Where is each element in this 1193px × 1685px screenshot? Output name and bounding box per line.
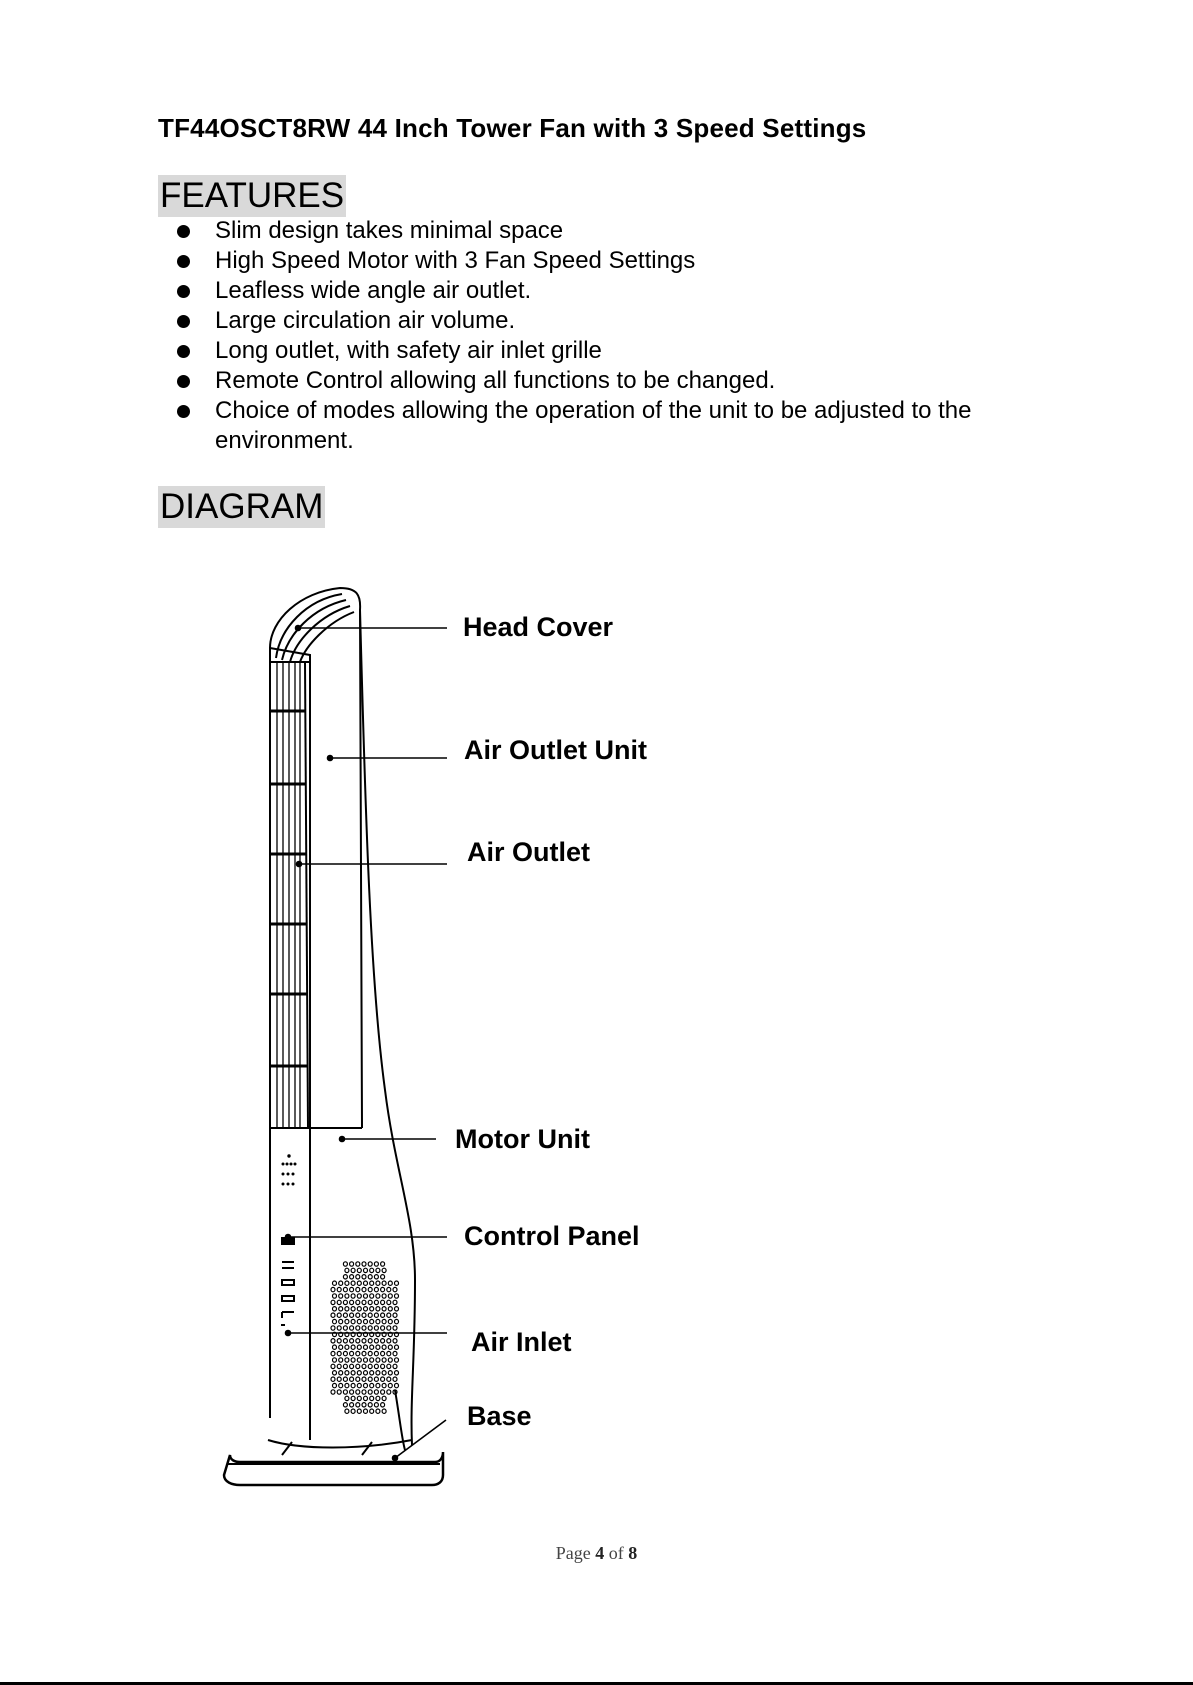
inlet-hole (362, 1403, 366, 1407)
inlet-hole (356, 1326, 360, 1330)
inlet-hole (382, 1383, 386, 1387)
inlet-hole (351, 1358, 355, 1362)
inlet-hole (337, 1390, 341, 1394)
inlet-hole (362, 1300, 366, 1304)
inlet-hole (395, 1358, 399, 1362)
inlet-hole (374, 1300, 378, 1304)
inlet-hole (374, 1364, 378, 1368)
inlet-hole (350, 1351, 354, 1355)
inlet-hole (339, 1294, 343, 1298)
label-control-panel: Control Panel (464, 1221, 640, 1251)
inlet-hole (393, 1339, 397, 1343)
inlet-hole (351, 1371, 355, 1375)
inlet-hole (350, 1313, 354, 1317)
inlet-hole (374, 1351, 378, 1355)
inlet-hole (387, 1377, 391, 1381)
inlet-hole (381, 1403, 385, 1407)
inlet-hole (345, 1281, 349, 1285)
label-air-outlet: Air Outlet (467, 837, 591, 867)
air-inlet-grid (331, 1262, 399, 1414)
inlet-hole (351, 1281, 355, 1285)
inlet-hole (395, 1371, 399, 1375)
inlet-hole (331, 1287, 335, 1291)
inlet-hole (357, 1383, 361, 1387)
label-head-cover: Head Cover (463, 612, 614, 642)
inlet-hole (388, 1281, 392, 1285)
inlet-hole (382, 1281, 386, 1285)
inlet-hole (350, 1339, 354, 1343)
diagram-heading: DIAGRAM (160, 487, 324, 526)
inlet-hole (339, 1383, 343, 1387)
inlet-hole (368, 1377, 372, 1381)
inlet-hole (357, 1294, 361, 1298)
inlet-hole (364, 1307, 368, 1311)
inlet-hole (337, 1300, 341, 1304)
inlet-hole (395, 1345, 399, 1349)
inlet-hole (339, 1281, 343, 1285)
inlet-hole (387, 1313, 391, 1317)
inlet-hole (331, 1351, 335, 1355)
inlet-hole (351, 1307, 355, 1311)
inlet-hole (364, 1345, 368, 1349)
inlet-hole (356, 1313, 360, 1317)
inlet-hole (356, 1377, 360, 1381)
inlet-hole (370, 1358, 374, 1362)
inlet-hole (364, 1371, 368, 1375)
control-panel-dots (282, 1154, 297, 1185)
inlet-hole (345, 1345, 349, 1349)
inlet-hole (333, 1281, 337, 1285)
inlet-hole (368, 1364, 372, 1368)
inlet-hole (350, 1364, 354, 1368)
inlet-hole (333, 1371, 337, 1375)
inlet-hole (333, 1319, 337, 1323)
inlet-hole (370, 1345, 374, 1349)
inlet-hole (382, 1345, 386, 1349)
inlet-hole (350, 1300, 354, 1304)
inlet-hole (364, 1358, 368, 1362)
inlet-hole (376, 1268, 380, 1272)
inlet-hole (376, 1383, 380, 1387)
inlet-hole (331, 1313, 335, 1317)
inlet-hole (357, 1307, 361, 1311)
inlet-hole (362, 1339, 366, 1343)
list-item: Large circulation air volume. (174, 306, 1074, 336)
inlet-hole (393, 1377, 397, 1381)
inlet-hole (339, 1371, 343, 1375)
inlet-hole (370, 1319, 374, 1323)
inlet-hole (374, 1377, 378, 1381)
inlet-hole (350, 1326, 354, 1330)
inlet-hole (393, 1313, 397, 1317)
inlet-hole (364, 1281, 368, 1285)
inlet-hole (356, 1351, 360, 1355)
inlet-hole (351, 1294, 355, 1298)
inlet-hole (343, 1351, 347, 1355)
inlet-hole (333, 1383, 337, 1387)
inlet-hole (376, 1358, 380, 1362)
inlet-hole (345, 1358, 349, 1362)
inlet-hole (381, 1364, 385, 1368)
inlet-hole (345, 1307, 349, 1311)
inlet-hole (368, 1262, 372, 1266)
inlet-hole (393, 1300, 397, 1304)
inlet-hole (362, 1313, 366, 1317)
inlet-hole (356, 1339, 360, 1343)
inlet-hole (381, 1262, 385, 1266)
inlet-hole (395, 1307, 399, 1311)
inlet-hole (345, 1294, 349, 1298)
inlet-hole (362, 1390, 366, 1394)
inlet-hole (356, 1275, 360, 1279)
inlet-hole (333, 1294, 337, 1298)
inlet-hole (382, 1307, 386, 1311)
inlet-hole (387, 1364, 391, 1368)
inlet-hole (362, 1262, 366, 1266)
inlet-hole (388, 1307, 392, 1311)
inlet-hole (382, 1358, 386, 1362)
inlet-hole (388, 1371, 392, 1375)
inlet-hole (356, 1403, 360, 1407)
document-title: TF44OSCT8RW 44 Inch Tower Fan with 3 Speed Settings (158, 113, 867, 143)
inlet-hole (368, 1287, 372, 1291)
inlet-hole (393, 1364, 397, 1368)
inlet-hole (357, 1345, 361, 1349)
inlet-hole (345, 1409, 349, 1413)
inlet-hole (350, 1287, 354, 1291)
inlet-hole (370, 1294, 374, 1298)
head-cover-outline (270, 588, 362, 1128)
inlet-hole (350, 1262, 354, 1266)
inlet-hole (351, 1396, 355, 1400)
inlet-hole (382, 1396, 386, 1400)
inlet-hole (395, 1319, 399, 1323)
inlet-hole (333, 1307, 337, 1311)
inlet-hole (374, 1313, 378, 1317)
inlet-hole (374, 1275, 378, 1279)
inlet-hole (350, 1403, 354, 1407)
inlet-hole (374, 1390, 378, 1394)
inlet-hole (343, 1275, 347, 1279)
inlet-hole (331, 1377, 335, 1381)
inlet-hole (395, 1294, 399, 1298)
inlet-hole (333, 1345, 337, 1349)
inlet-hole (374, 1262, 378, 1266)
inlet-hole (343, 1403, 347, 1407)
inlet-hole (337, 1377, 341, 1381)
inlet-hole (368, 1313, 372, 1317)
inlet-hole (374, 1287, 378, 1291)
inlet-hole (376, 1396, 380, 1400)
inlet-hole (370, 1409, 374, 1413)
list-item: Choice of modes allowing the operation of the unit to be adjusted to the environment. (174, 396, 1074, 456)
inlet-hole (382, 1319, 386, 1323)
inlet-hole (382, 1294, 386, 1298)
inlet-hole (374, 1339, 378, 1343)
inlet-hole (343, 1377, 347, 1381)
inlet-hole (370, 1281, 374, 1285)
inlet-hole (357, 1268, 361, 1272)
inlet-hole (368, 1326, 372, 1330)
inlet-hole (350, 1377, 354, 1381)
inlet-hole (343, 1364, 347, 1368)
inlet-hole (368, 1390, 372, 1394)
inlet-hole (393, 1351, 397, 1355)
label-air-inlet: Air Inlet (471, 1327, 572, 1357)
inlet-hole (331, 1300, 335, 1304)
inlet-hole (364, 1396, 368, 1400)
list-item: Slim design takes minimal space (174, 216, 1074, 246)
inlet-hole (343, 1326, 347, 1330)
inlet-hole (337, 1326, 341, 1330)
inlet-hole (357, 1409, 361, 1413)
inlet-hole (376, 1409, 380, 1413)
inlet-hole (387, 1351, 391, 1355)
inlet-hole (374, 1326, 378, 1330)
inlet-hole (337, 1339, 341, 1343)
inlet-hole (345, 1319, 349, 1323)
inlet-hole (331, 1364, 335, 1368)
inlet-hole (368, 1339, 372, 1343)
inlet-hole (381, 1326, 385, 1330)
inlet-hole (362, 1377, 366, 1381)
inlet-hole (381, 1339, 385, 1343)
inlet-hole (362, 1275, 366, 1279)
inlet-hole (381, 1390, 385, 1394)
inlet-hole (393, 1326, 397, 1330)
inlet-hole (376, 1319, 380, 1323)
inlet-hole (376, 1371, 380, 1375)
label-motor-unit: Motor Unit (455, 1124, 590, 1154)
inlet-hole (331, 1326, 335, 1330)
inlet-hole (368, 1300, 372, 1304)
inlet-hole (339, 1319, 343, 1323)
inlet-hole (357, 1281, 361, 1285)
inlet-hole (387, 1300, 391, 1304)
inlet-hole (351, 1383, 355, 1387)
inlet-hole (381, 1300, 385, 1304)
inlet-hole (387, 1339, 391, 1343)
page-footer: Page 4 of 8 (555, 1543, 638, 1563)
inlet-hole (376, 1345, 380, 1349)
inlet-hole (381, 1377, 385, 1381)
inlet-hole (343, 1287, 347, 1291)
inlet-hole (350, 1275, 354, 1279)
inlet-hole (376, 1307, 380, 1311)
inlet-hole (381, 1275, 385, 1279)
inlet-hole (343, 1339, 347, 1343)
inlet-hole (387, 1287, 391, 1291)
inlet-hole (364, 1409, 368, 1413)
inlet-hole (351, 1409, 355, 1413)
inlet-hole (387, 1326, 391, 1330)
label-air-outlet-unit: Air Outlet Unit (464, 735, 647, 765)
inlet-hole (356, 1262, 360, 1266)
inlet-hole (393, 1287, 397, 1291)
inlet-hole (356, 1287, 360, 1291)
inlet-hole (339, 1358, 343, 1362)
inlet-hole (368, 1403, 372, 1407)
inlet-hole (351, 1268, 355, 1272)
inlet-hole (395, 1281, 399, 1285)
inlet-hole (370, 1371, 374, 1375)
inlet-hole (381, 1313, 385, 1317)
inlet-hole (350, 1390, 354, 1394)
inlet-hole (382, 1371, 386, 1375)
inlet-hole (343, 1313, 347, 1317)
inlet-hole (356, 1364, 360, 1368)
inlet-hole (395, 1383, 399, 1387)
inlet-hole (345, 1396, 349, 1400)
inlet-hole (374, 1403, 378, 1407)
inlet-hole (376, 1281, 380, 1285)
inlet-hole (376, 1294, 380, 1298)
inlet-hole (337, 1313, 341, 1317)
inlet-hole (351, 1319, 355, 1323)
inlet-hole (368, 1275, 372, 1279)
inlet-hole (337, 1364, 341, 1368)
inlet-hole (345, 1371, 349, 1375)
inlet-hole (339, 1345, 343, 1349)
inlet-hole (388, 1358, 392, 1362)
label-base: Base (467, 1401, 532, 1431)
inlet-hole (388, 1345, 392, 1349)
inlet-hole (351, 1345, 355, 1349)
inlet-hole (362, 1351, 366, 1355)
inlet-hole (337, 1351, 341, 1355)
features-heading: FEATURES (160, 176, 345, 215)
inlet-hole (388, 1294, 392, 1298)
inlet-hole (343, 1390, 347, 1394)
inlet-hole (362, 1364, 366, 1368)
inlet-hole (362, 1326, 366, 1330)
inlet-hole (388, 1383, 392, 1387)
list-item: Remote Control allowing all functions to be changed. (174, 366, 1074, 396)
inlet-hole (333, 1358, 337, 1362)
inlet-hole (368, 1351, 372, 1355)
inlet-hole (388, 1319, 392, 1323)
inlet-hole (343, 1300, 347, 1304)
inlet-hole (364, 1268, 368, 1272)
inlet-hole (370, 1307, 374, 1311)
inlet-hole (357, 1319, 361, 1323)
inlet-hole (343, 1262, 347, 1266)
inlet-hole (364, 1294, 368, 1298)
inlet-hole (381, 1287, 385, 1291)
inlet-hole (370, 1383, 374, 1387)
inlet-hole (356, 1300, 360, 1304)
inlet-hole (364, 1383, 368, 1387)
inlet-hole (356, 1390, 360, 1394)
list-item: Long outlet, with safety air inlet grille (174, 336, 1074, 366)
inlet-hole (345, 1268, 349, 1272)
inlet-hole (387, 1390, 391, 1394)
inlet-hole (370, 1268, 374, 1272)
list-item: High Speed Motor with 3 Fan Speed Settings (174, 246, 1074, 276)
inlet-hole (370, 1396, 374, 1400)
inlet-hole (381, 1351, 385, 1355)
inlet-hole (357, 1371, 361, 1375)
list-item: Leafless wide angle air outlet. (174, 276, 1074, 306)
inlet-hole (357, 1396, 361, 1400)
inlet-hole (337, 1287, 341, 1291)
inlet-hole (382, 1409, 386, 1413)
inlet-hole (362, 1287, 366, 1291)
inlet-hole (382, 1268, 386, 1272)
inlet-hole (339, 1307, 343, 1311)
inlet-hole (364, 1319, 368, 1323)
inlet-hole (345, 1383, 349, 1387)
inlet-hole (331, 1339, 335, 1343)
inlet-hole (331, 1390, 335, 1394)
inlet-hole (357, 1358, 361, 1362)
